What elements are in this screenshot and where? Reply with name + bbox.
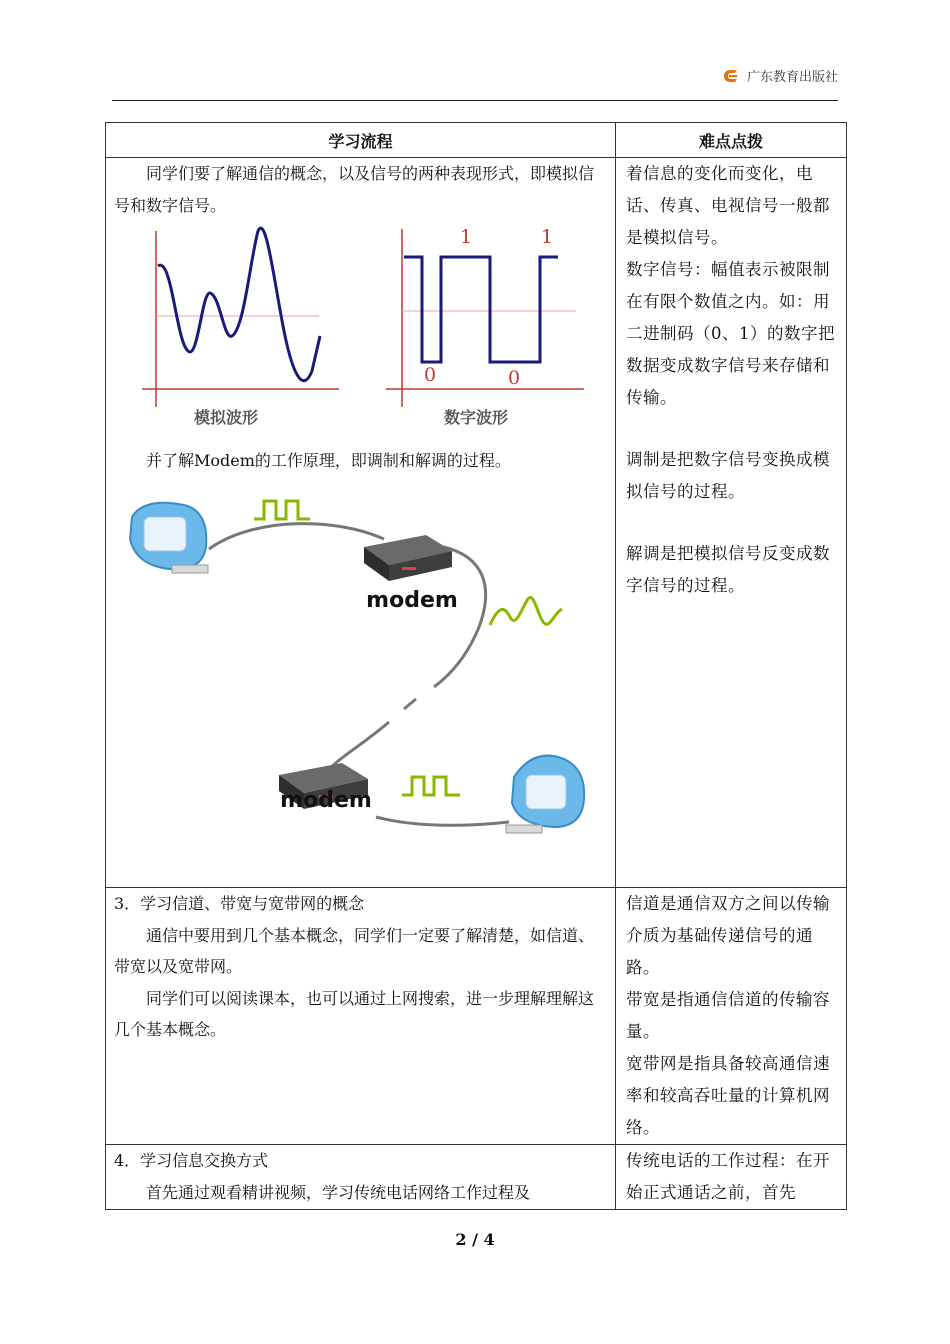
row1-paragraph-1: 同学们要了解通信的概念，以及信号的两种表现形式，即模拟信号和数字信号。	[114, 164, 595, 215]
tip-analog-signal: 着信息的变化而变化，电话、传真、电视信号一般都是模拟信号。	[626, 164, 830, 247]
row3-right-cell	[616, 1145, 847, 1210]
bit-label-high-1: 1	[459, 226, 473, 248]
tip-bandwidth: 带宽是指通信信道的传输容量。	[626, 990, 830, 1041]
lesson-table	[105, 122, 847, 1210]
row2-heading: 3．学习信道、带宽与宽带网的概念	[114, 894, 365, 913]
modem-device-icon	[364, 535, 452, 581]
modem-diagram-svg	[114, 477, 610, 887]
row1-left-cell	[106, 158, 616, 888]
row3-paragraph-1: 首先通过观看精讲视频，学习传统电话网络工作过程及	[146, 1182, 531, 1202]
digital-caption: 数字波形	[443, 408, 509, 427]
bit-label-high-2: 1	[540, 226, 554, 248]
table-row	[106, 158, 847, 888]
computer-icon	[130, 502, 208, 572]
row2-paragraph-1: 通信中要用到几个基本概念，同学们一定要了解清楚，如信道、带宽以及宽带网。	[114, 925, 595, 976]
computer-icon	[506, 755, 584, 832]
modem-label-bottom: modem	[280, 787, 372, 813]
publisher-name: 广东教育出版社	[746, 70, 838, 85]
tip-broadband: 宽带网是指具备较高通信速率和较高吞吐量的计算机网络。	[626, 1054, 830, 1137]
tip-channel: 信道是通信双方之间以传输介质为基础传递信号的通路。	[626, 894, 830, 977]
cable-segment	[209, 523, 384, 548]
analog-signal	[490, 597, 562, 625]
row2-paragraph-2: 同学们可以阅读课本，也可以通过上网搜索，进一步理解理解这几个基本概念。	[114, 988, 595, 1039]
row2-right-cell	[616, 888, 847, 1145]
cable-segment	[376, 817, 509, 825]
tip-digital-signal: 数字信号：幅值表示被限制在有限个数值之内。如：用二进制码（0、1）的数字把数据变成数字信号来存储和传输。	[626, 260, 835, 407]
row2-left-cell	[106, 888, 616, 1145]
digital-waveform	[404, 257, 558, 362]
table-header-row	[106, 123, 847, 158]
row3-left-cell	[106, 1145, 616, 1210]
cable-segment	[404, 699, 416, 709]
digital-signal-bottom	[402, 777, 460, 795]
analog-waveform	[158, 228, 320, 381]
modem-diagram-figure	[114, 477, 609, 887]
col-header-process: 学习流程	[106, 123, 616, 158]
table-row	[106, 1145, 847, 1210]
publisher-logo-icon	[721, 68, 741, 84]
digital-signal-top	[254, 501, 310, 519]
row1-right-cell	[616, 158, 847, 888]
tip-modulation: 调制是把数字信号变换成模拟信号的过程。	[626, 450, 830, 501]
header-rule	[112, 100, 838, 101]
row3-heading: 4．学习信息交换方式	[114, 1151, 269, 1170]
modem-label-top: modem	[366, 587, 458, 613]
signal-waveforms-figure	[114, 221, 609, 441]
bit-label-low-2: 0	[507, 367, 521, 389]
signal-waveforms-svg	[114, 221, 610, 441]
tip-demodulation: 解调是把模拟信号反变成数字信号的过程。	[626, 544, 830, 595]
analog-caption: 模拟波形	[193, 408, 259, 427]
tip-telephone-process: 传统电话的工作过程：在开始正式通话之前，首先	[626, 1151, 830, 1202]
table-row	[106, 888, 847, 1145]
row1-paragraph-2: 并了解Modem的工作原理，即调制和解调的过程。	[146, 451, 511, 470]
publisher-header	[721, 66, 838, 85]
bit-label-low-1: 0	[423, 364, 437, 386]
col-header-tips: 难点点拨	[616, 123, 847, 158]
page-number: 2 / 4	[455, 1230, 495, 1249]
